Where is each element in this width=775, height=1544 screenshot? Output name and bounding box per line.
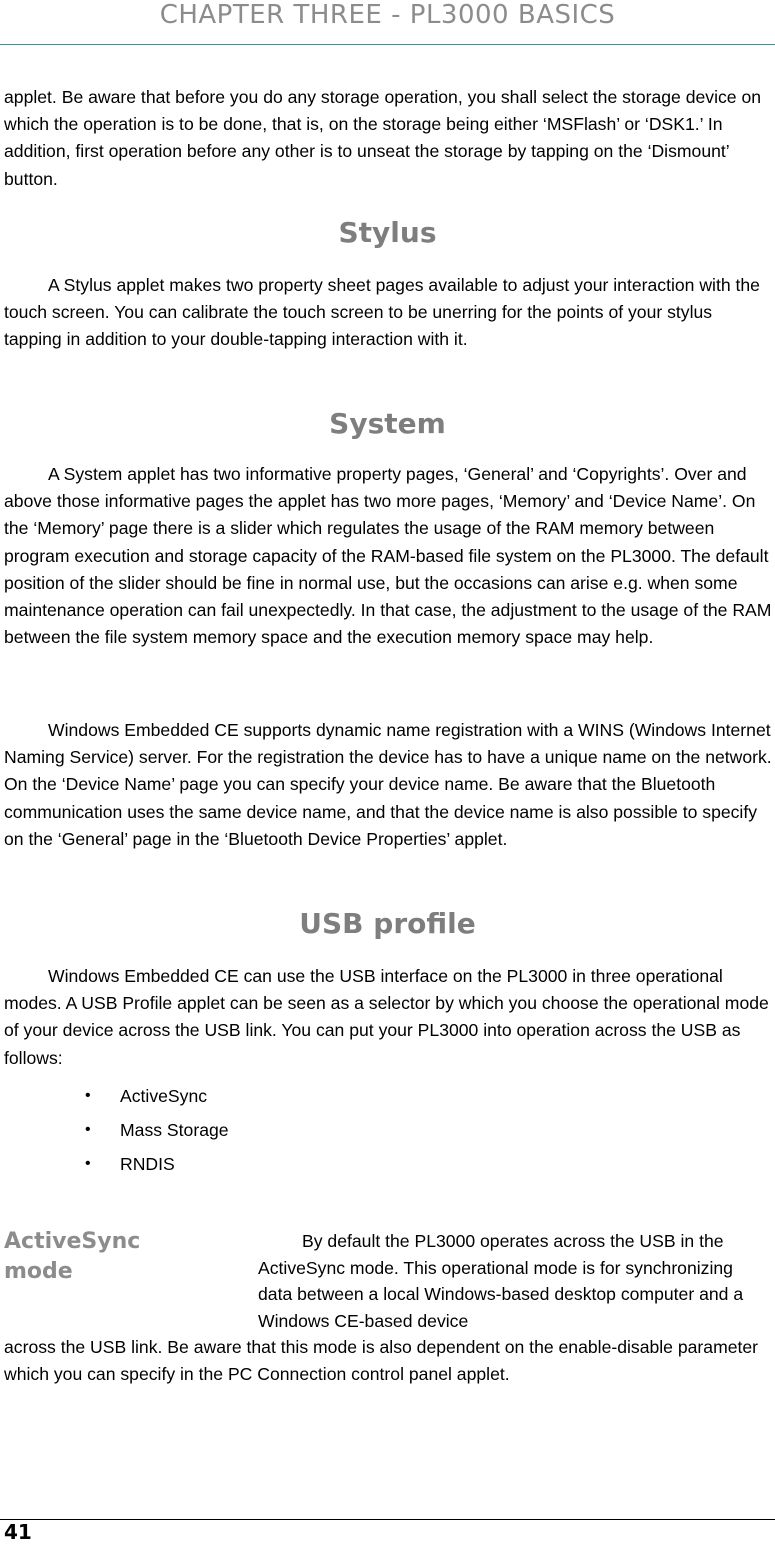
- list-item-label: Mass Storage: [120, 1120, 229, 1140]
- bullet-icon: •: [85, 1155, 91, 1172]
- page-number: 41: [4, 1520, 32, 1544]
- list-item-label: ActiveSync: [120, 1086, 208, 1106]
- activesync-mode-heading: ActiveSync mode: [4, 1229, 141, 1284]
- page-header: [0, 0, 775, 45]
- stylus-heading: Stylus: [338, 216, 437, 249]
- list-item: [0, 1082, 775, 1116]
- usb-profile-heading: USB profile: [299, 907, 476, 940]
- intro-paragraph: applet. Be aware that before you do any storage operation, you shall select the storage device on which the operation is to be done, that is, on the storage being either ‘MSFlash’ or ‘DSK1.’ In addition, first operation before any other is to unseat the storage by tapping on the ‘Dismount’ button.: [4, 87, 762, 189]
- page-footer: [0, 1519, 775, 1544]
- activesync-paragraph: By default the PL3000 operates across the USB in the ActiveSync mode. This operational mode is for synchronizing data between a local Windows-based desktop computer and a Windows CE-based device: [258, 1231, 744, 1331]
- chapter-title: CHAPTER THREE - PL3000 BASICS: [159, 0, 616, 30]
- system-paragraph-2: Windows Embedded CE supports dynamic name registration with a WINS (Windows Internet Naming Service) server. For the registration the device has to have a unique name on the network. On the ‘Device Name’ page you can specify your device name. Be aware that the Bluetooth communication uses the same device name, and that the device name is also possible to specify on the ‘General’ page in the ‘Bluetooth Device Properties’ applet.: [4, 720, 772, 849]
- bullet-icon: •: [85, 1087, 91, 1104]
- usb-mode-list: [0, 1082, 775, 1184]
- activesync-paragraph-continued: across the USB link. Be aware that this mode is also dependent on the enable-disable parameter which you can specify in the PC Connection control panel applet.: [4, 1337, 759, 1384]
- system-paragraph-1: A System applet has two informative property pages, ‘General’ and ‘Copyrights’. Over and above those informative pages the applet has two more pages, ‘Memory’ and ‘Device Name’. On the ‘Memory’ page there is a slider which regulates the usage of the RAM memory between program execution and storage capacity of the RAM-based file system on the PL3000. The default position of the slider should be fine in normal use, but the occasions can arise e.g. when some maintenance operation can fail unexpectedly. In that case, the adjustment to the usage of the RAM between the file system memory space and the execution memory space may help.: [4, 464, 772, 648]
- stylus-paragraph: A Stylus applet makes two property sheet pages available to adjust your interaction with the touch screen. You can calibrate the touch screen to be unerring for the points of your stylus tapping in addition to your double-tapping interaction with it.: [4, 275, 760, 350]
- list-item-label: RNDIS: [120, 1154, 175, 1174]
- list-item: [0, 1150, 775, 1184]
- usb-profile-paragraph: Windows Embedded CE can use the USB interface on the PL3000 in three operational modes. A USB Profile applet can be seen as a selector by which you choose the operational mode of your device across the USB link. You can put your PL3000 into operation across the USB as follows:: [4, 966, 769, 1068]
- list-item: [0, 1116, 775, 1150]
- bullet-icon: •: [85, 1121, 91, 1138]
- system-heading: System: [329, 407, 446, 440]
